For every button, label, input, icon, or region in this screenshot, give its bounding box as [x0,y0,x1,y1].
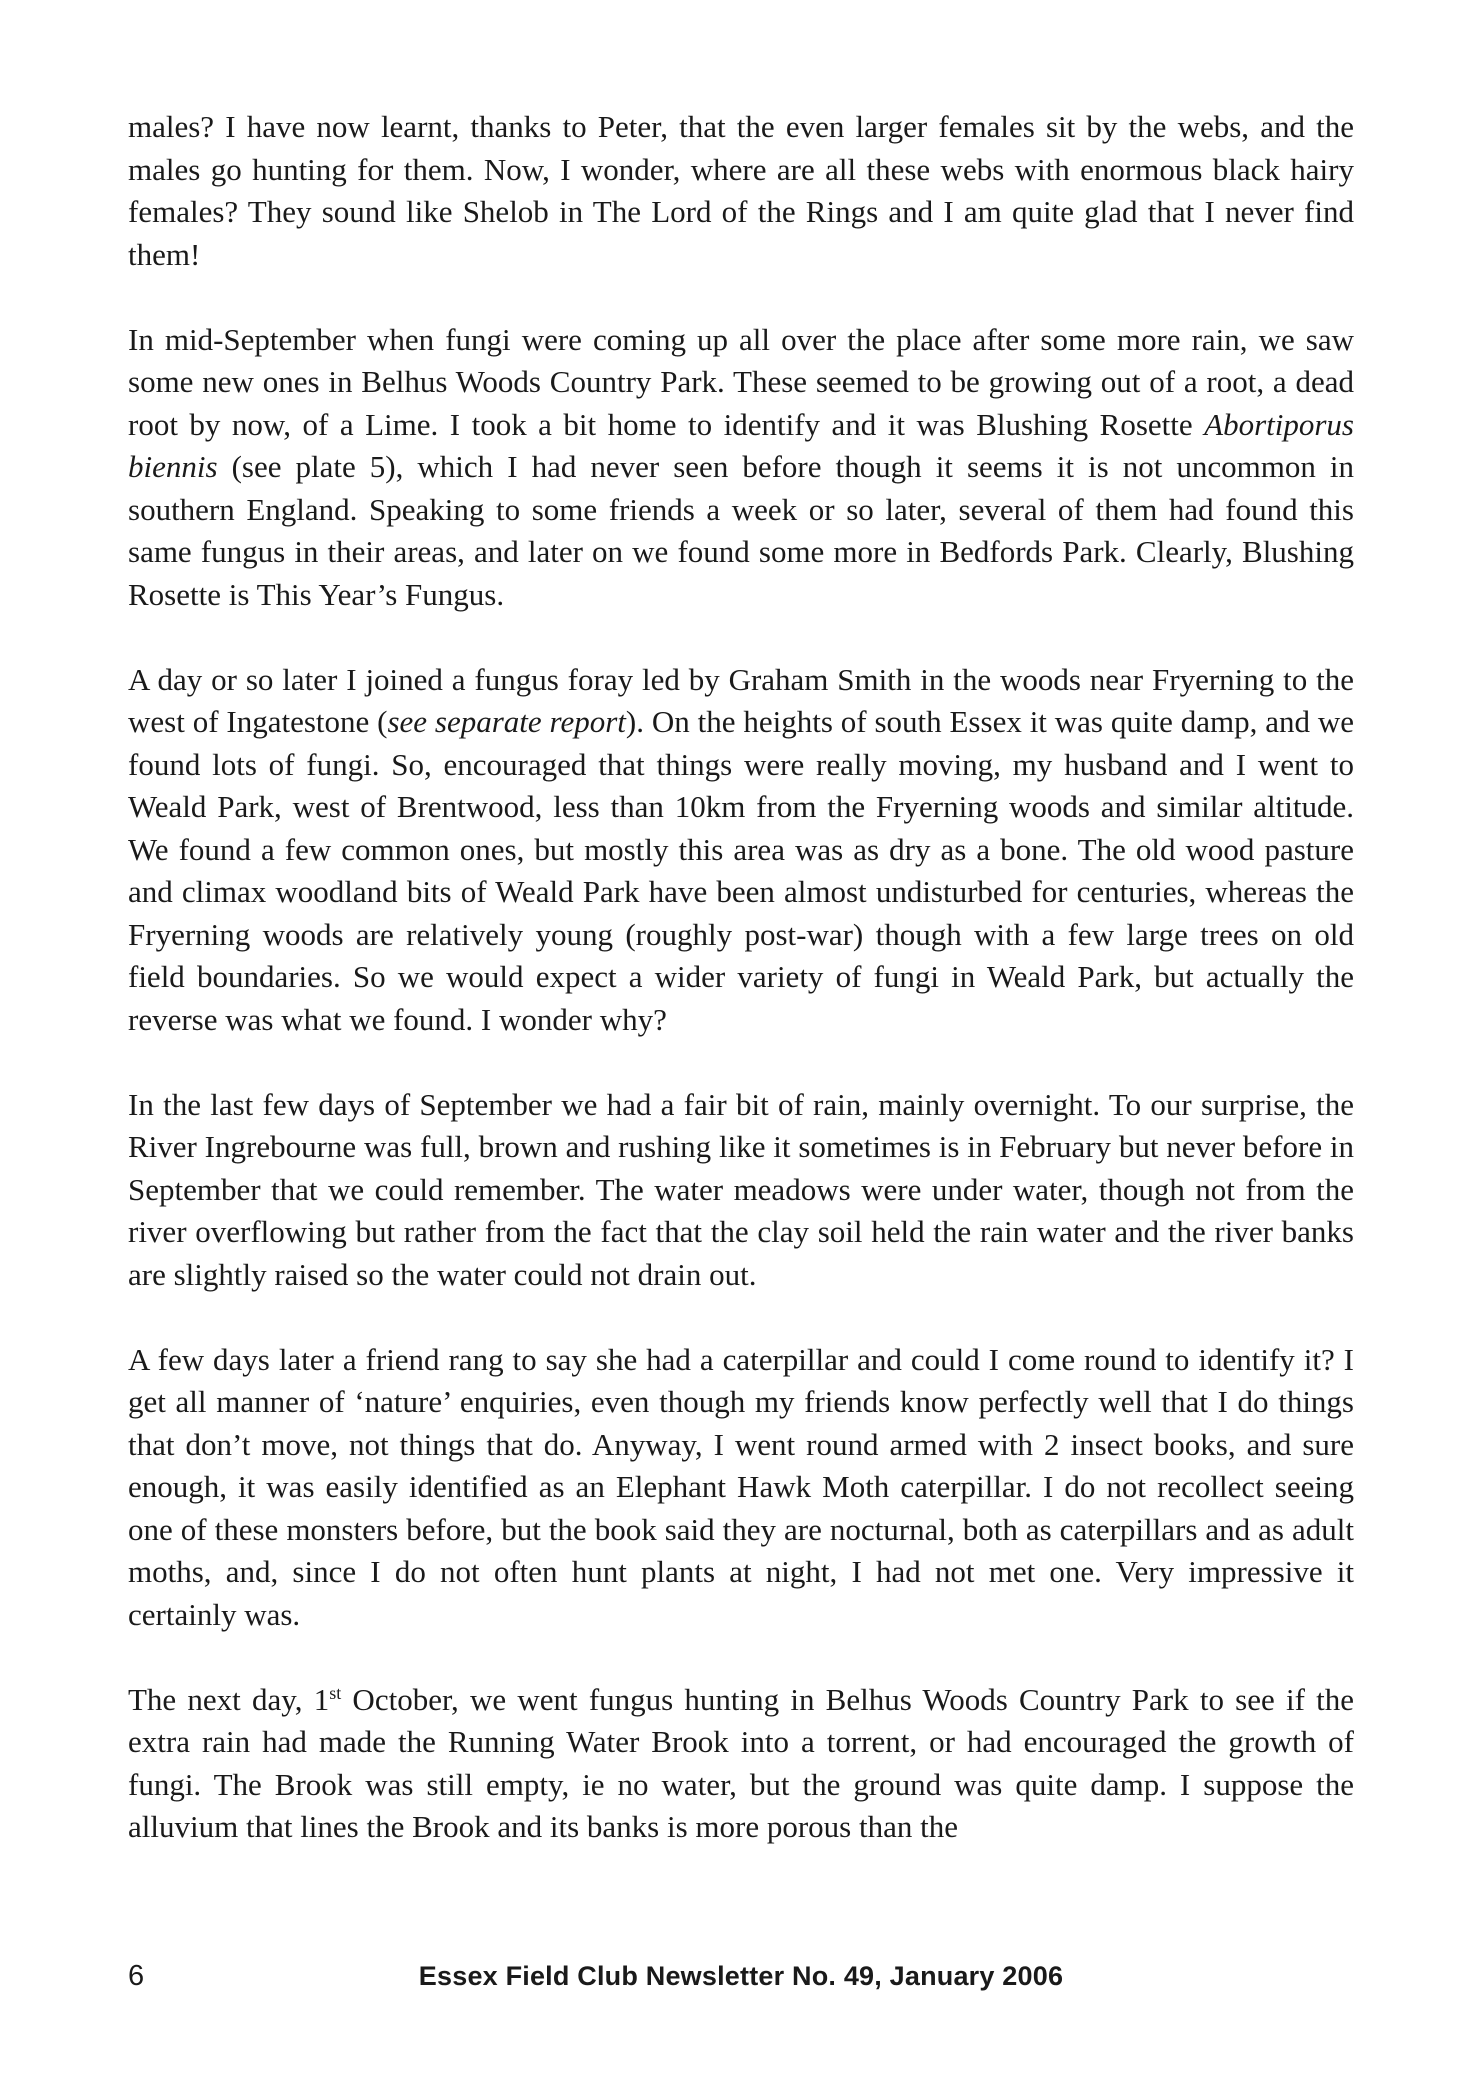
ordinal-suffix: st [329,1682,342,1703]
paragraph-fungus-foray [128,659,1354,1042]
paragraph-text: October, we went fungus hunting in Belhus Woods Country Park to see if the extra rain had made the Running Water Brook into a torrent, or had encouraged the growth of fungi. The Brook was still empty, ie no water, but the ground was quite damp. I suppose the alluvium that lines the Brook and its banks is more porous than the [128,1681,1354,1844]
paragraph-belhus-woods [128,1679,1354,1849]
paragraph-river-ingrebourne: In the last few days of September we had a fair bit of rain, mainly overnight. To our surprise, the River Ingrebourne was full, brown and rushing like it sometimes is in February but never before in September that we could remember. The water meadows were under water, though not from the river overflowing but rather from the fact that the clay soil held the rain water and the river banks are slightly raised so the water could not drain out. [128,1086,1354,1292]
paragraph-text: ). On the heights of south Essex it was quite damp, and we found lots of fungi. So, encouraged that things were really moving, my husband and I went to Weald Park, west of Brentwood, less than 10km from the Fryerning woods and similar altitude. We found a few common ones, but mostly this area was as dry as a bone. The old wood pasture and climax woodland bits of Weald Park have been almost undisturbed for centuries, whereas the Fryerning woods are relatively young (roughly post-war) though with a few large trees on old field boundaries. So we would expect a wider variety of fungi in Weald Park, but actually the reverse was what we found. I wonder why? [128,704,1354,1037]
paragraph-text: The next day, 1 [128,1681,330,1717]
paragraph-text: A day or so later I joined a fungus foray led by Graham Smith in the woods near Fryerning to the west of Ingatestone ( [128,661,1354,739]
species-name: Abortiporus biennis [128,406,1354,484]
page-number: 6 [128,1960,145,1992]
paragraph-text: In mid-September when fungi were coming up all over the place after some more rain, we saw some new ones in Belhus Woods Country Park. These seemed to be growing out of a root, a dead root by now, of a Lime. I took a bit home to identify and it was Blushing Rosette [128,321,1354,442]
paragraph-text: (see plate 5), which I had never seen before though it seems it is not uncommon in southern England. Speaking to some friends a week or so later, several of them had found this same fungus in their areas, and later on we found some more in Bedfords Park. Clearly, Blushing Rosette is This Year’s Fungus. [128,449,1354,612]
cross-reference: see separate report [387,704,626,739]
article-body [128,106,1354,1849]
newsletter-title: Essex Field Club Newsletter No. 49, January 2006 [418,1961,1064,1991]
paragraph-spiders: males? I have now learnt, thanks to Peter, that the even larger females sit by the webs, and the males go hunting for them. Now, I wonder, where are all these webs with enormous black hairy females? They sound like Shelob in The Lord of the Rings and I am quite glad that I never find them! [128,109,1354,272]
page-footer [128,1956,1354,1996]
paragraph-hawk-moth: A few days later a friend rang to say she had a caterpillar and could I come round to identify it? I get all manner of ‘nature’ enquiries, even though my friends know perfectly well that I do things that don’t move, not things that do. Anyway, I went round armed with 2 insect books, and sure enough, it was easily identified as an Elephant Hawk Moth caterpillar. I do not recollect seeing one of these monsters before, but the book said they are nocturnal, both as caterpillars and as adult moths, and, since I do not often hunt plants at night, I had not met one. Very impressive it certainly was. [128,1341,1354,1632]
paragraph-blushing-rosette [128,319,1354,617]
